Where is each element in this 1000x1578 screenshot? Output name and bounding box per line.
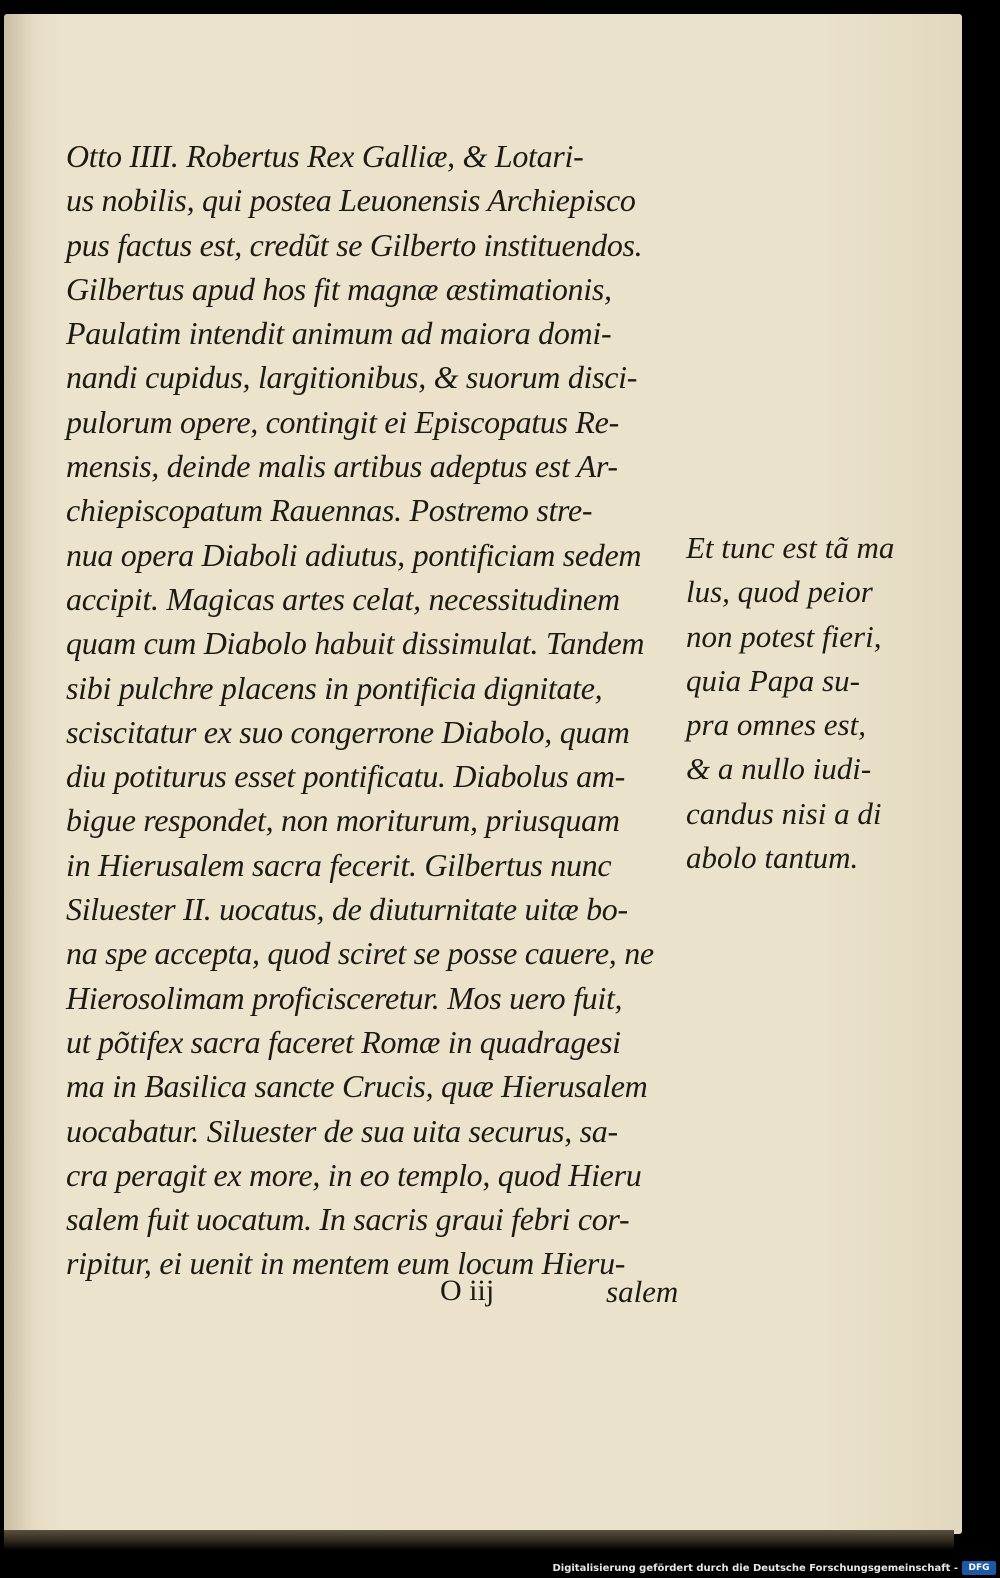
text-line: uocabatur. Siluester de sua uita securus, sa- — [66, 1112, 618, 1149]
marginal-line: quia Papa su- — [686, 662, 860, 698]
signature-mark: O iij — [440, 1274, 495, 1307]
catchword: salem — [606, 1274, 679, 1309]
text-line: us nobilis, qui postea Leuonensis Archiepisco — [66, 182, 636, 219]
text-line: mensis, deinde malis artibus adeptus est Ar- — [66, 448, 618, 485]
text-line: ripitur, ei uenit in mentem eum locum Hieru- — [66, 1245, 626, 1282]
text-line: Paulatim intendit animum ad maiora domi- — [66, 315, 612, 352]
text-line: nua opera Diaboli adiutus, pontificiam sedem — [66, 536, 642, 573]
text-line: diu potiturus esset pontificatu. Diabolus am- — [66, 758, 625, 795]
text-line: ut põtifex sacra faceret Romæ in quadragesi — [66, 1023, 621, 1060]
text-line: Otto IIII. Robertus Rex Galliæ, & Lotari- — [66, 138, 584, 174]
marginal-line: pra omnes est, — [686, 707, 866, 743]
text-line: cra peragit ex more, in eo templo, quod Hieru — [66, 1156, 642, 1193]
marginal-note — [686, 526, 936, 880]
page-edge-shadow — [4, 1530, 954, 1550]
text-line: Hierosolimam proficisceretur. Mos uero fuit, — [66, 979, 623, 1016]
text-line: Siluester II. uocatus, de diuturnitate uitæ bo- — [66, 891, 628, 928]
marginal-line: & a nullo iudi- — [686, 751, 872, 787]
text-line: in Hierusalem sacra fecerit. Gilbertus nunc — [66, 846, 612, 883]
text-line: pus factus est, credũt se Gilberto instituendos. — [66, 226, 643, 263]
digitization-credit: Digitalisierung gefördert durch die Deutsche Forschungsgemeinschaft - — [552, 1563, 958, 1574]
text-line: quam cum Diabolo habuit dissimulat. Tandem — [66, 625, 645, 662]
text-line: pulorum opere, contingit ei Episcopatus Re- — [66, 403, 619, 440]
text-line: sciscitatur ex suo congerrone Diabolo, quam — [66, 713, 630, 750]
text-line: bigue respondet, non moriturum, priusquam — [66, 802, 620, 839]
marginal-line: lus, quod peior — [686, 574, 873, 610]
marginal-line: candus nisi a di — [686, 795, 882, 831]
main-text-block — [66, 134, 706, 1286]
text-line: accipit. Magicas artes celat, necessitudinem — [66, 580, 620, 617]
text-line: ma in Basilica sancte Crucis, quæ Hierusalem — [66, 1068, 648, 1105]
marginal-line: abolo tantum. — [686, 840, 859, 876]
text-line: Gilbertus apud hos fit magnæ æstimationis, — [66, 270, 612, 307]
marginal-line: non potest fieri, — [686, 618, 882, 654]
text-line: na spe accepta, quod sciret se posse cauere, ne — [66, 935, 654, 972]
text-line: salem fuit uocatum. In sacris graui febri cor- — [66, 1201, 630, 1238]
dfg-logo: DFG — [962, 1561, 996, 1575]
marginal-line: Et tunc est tã ma — [686, 530, 895, 565]
text-line: chiepiscopatum Rauennas. Postremo stre- — [66, 492, 593, 529]
text-line: nandi cupidus, largitionibus, & suorum disci- — [66, 359, 638, 396]
text-line: sibi pulchre placens in pontificia dignitate, — [66, 669, 603, 706]
